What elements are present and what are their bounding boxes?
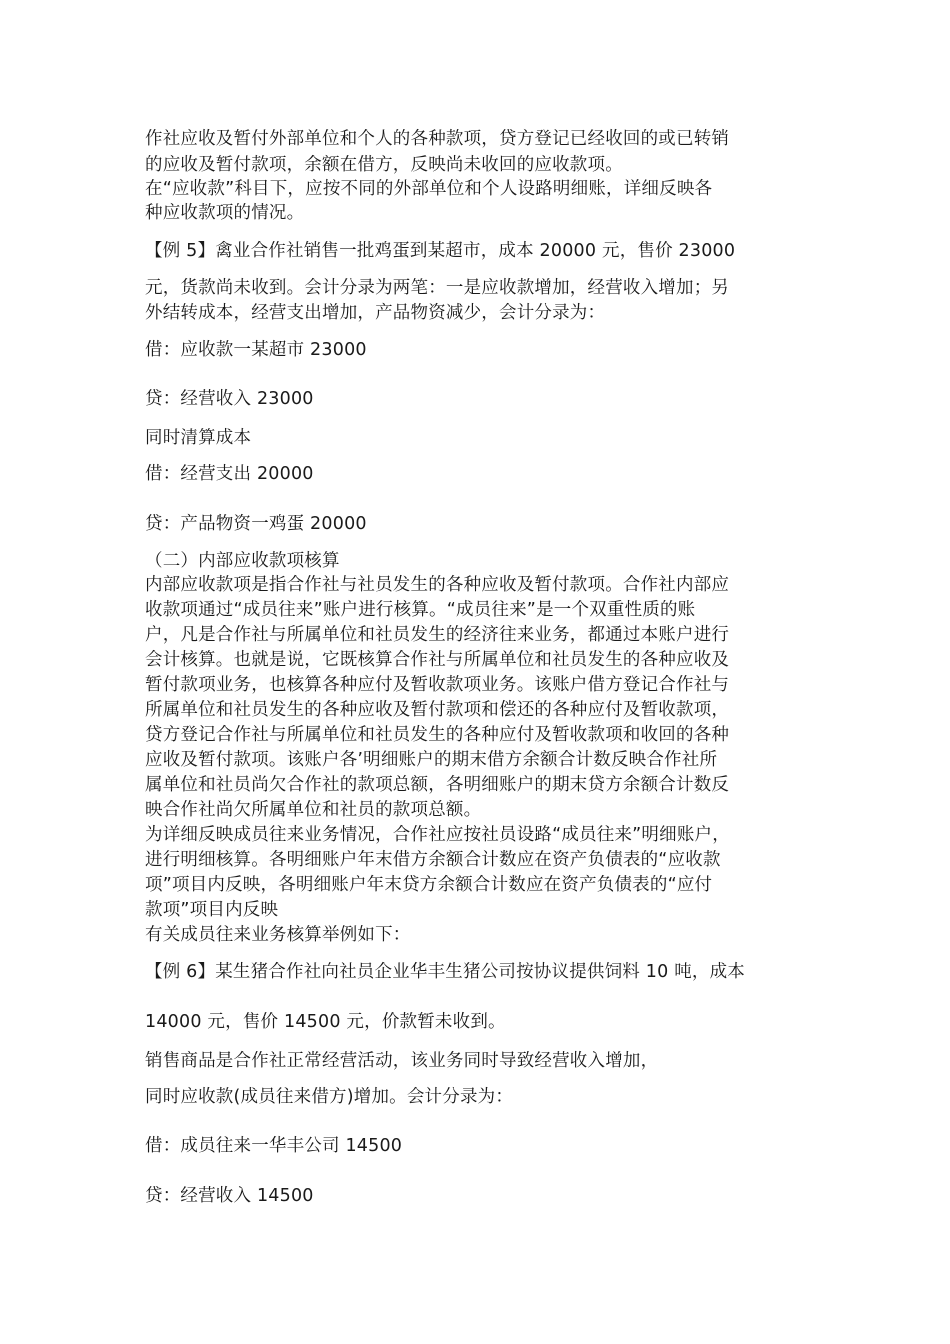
text-line: 销售商品是合作社正常经营活动，该业务同时导致经营收入增加， — [145, 1051, 659, 1071]
text-line: 外结转成本，经营支出增加，产品物资减少，会计分录为： — [145, 303, 606, 323]
text-line: 进行明细核算。各明细账户年末借方余额合计数应在资产负债表的“应收款 — [145, 850, 721, 870]
text-line: 属单位和社员尚欠合作社的款项总额，各明细账户的期末贷方余额合计数反 — [145, 775, 730, 795]
journal-entry-debit: 借：成员往来一华丰公司 14500 — [145, 1136, 403, 1156]
text-line: 在“应收款”科目下，应按不同的外部单位和个人设路明细账，详细反映各 — [145, 179, 713, 199]
text-line: 收款项通过“成员往来”账户进行核算。“成员往来”是一个双重性质的账 — [145, 600, 696, 620]
text-line: 所属单位和社员发生的各种应收及暂付款项和偿还的各种应付及暂收款项， — [145, 700, 730, 720]
text-line: 会计核算。也就是说，它既核算合作社与所属单位和社员发生的各种应收及 — [145, 650, 730, 670]
text-line: 为详细反映成员往来业务情况，合作社应按社员设路“成员往来”明细账户， — [145, 825, 730, 845]
text-line: 项”项目内反映，各明细账户年末贷方余额合计数应在资产负债表的“应付 — [145, 875, 713, 895]
text-line: 户，凡是合作社与所属单位和社员发生的经济往来业务，都通过本账户进行 — [145, 625, 730, 645]
text-line: 款项”项目内反映 — [145, 900, 279, 920]
text-line: 映合作社尚欠所属单位和社员的款项总额。 — [145, 800, 482, 820]
text-line: 14000 元，售价 14500 元，价款暂未收到。 — [145, 1012, 506, 1032]
example-heading: 【例 5】禽业合作社销售一批鸡蛋到某超市，成本 20000 元，售价 23000 — [145, 241, 736, 261]
journal-entry-debit: 借：应收款一某超市 23000 — [145, 340, 367, 360]
example-heading: 【例 6】某生猪合作社向社员企业华丰生猪公司按协议提供饲料 10 吨，成本 — [145, 962, 745, 982]
text-line: 贷方登记合作社与所属单位和社员发生的各种应付及暂收款项和收回的各种 — [145, 725, 730, 745]
section-heading: （二）内部应收款项核算 — [145, 551, 340, 571]
text-line: 应收及暂付款项。该账户各’明细账户的期末借方余额合计数反映合作社所 — [145, 750, 718, 770]
journal-entry-credit: 贷：经营收入 14500 — [145, 1186, 314, 1206]
text-line: 暂付款项业务，也核算各种应付及暂收款项业务。该账户借方登记合作社与 — [145, 675, 730, 695]
text-line: 作社应收及暂付外部单位和个人的各种款项，贷方登记已经收回的或已转销 — [145, 129, 730, 149]
text-line: 同时应收款(成员往来借方)增加。会计分录为： — [145, 1087, 514, 1107]
journal-entry-credit: 贷：产品物资一鸡蛋 20000 — [145, 514, 367, 534]
text-line: 元，货款尚未收到。会计分录为两笔：一是应收款增加，经营收入增加；另 — [145, 278, 730, 298]
text-line: 的应收及暂付款项，余额在借方，反映尚未收回的应收款项。 — [145, 155, 623, 175]
text-line: 内部应收款项是指合作社与社员发生的各种应收及暂付款项。合作社内部应 — [145, 575, 730, 595]
journal-entry-debit: 借：经营支出 20000 — [145, 464, 314, 484]
journal-entry-credit: 贷：经营收入 23000 — [145, 389, 314, 409]
text-line: 种应收款项的情况。 — [145, 203, 305, 223]
text-line: 同时清算成本 — [145, 428, 252, 448]
text-line: 有关成员往来业务核算举例如下： — [145, 925, 411, 945]
